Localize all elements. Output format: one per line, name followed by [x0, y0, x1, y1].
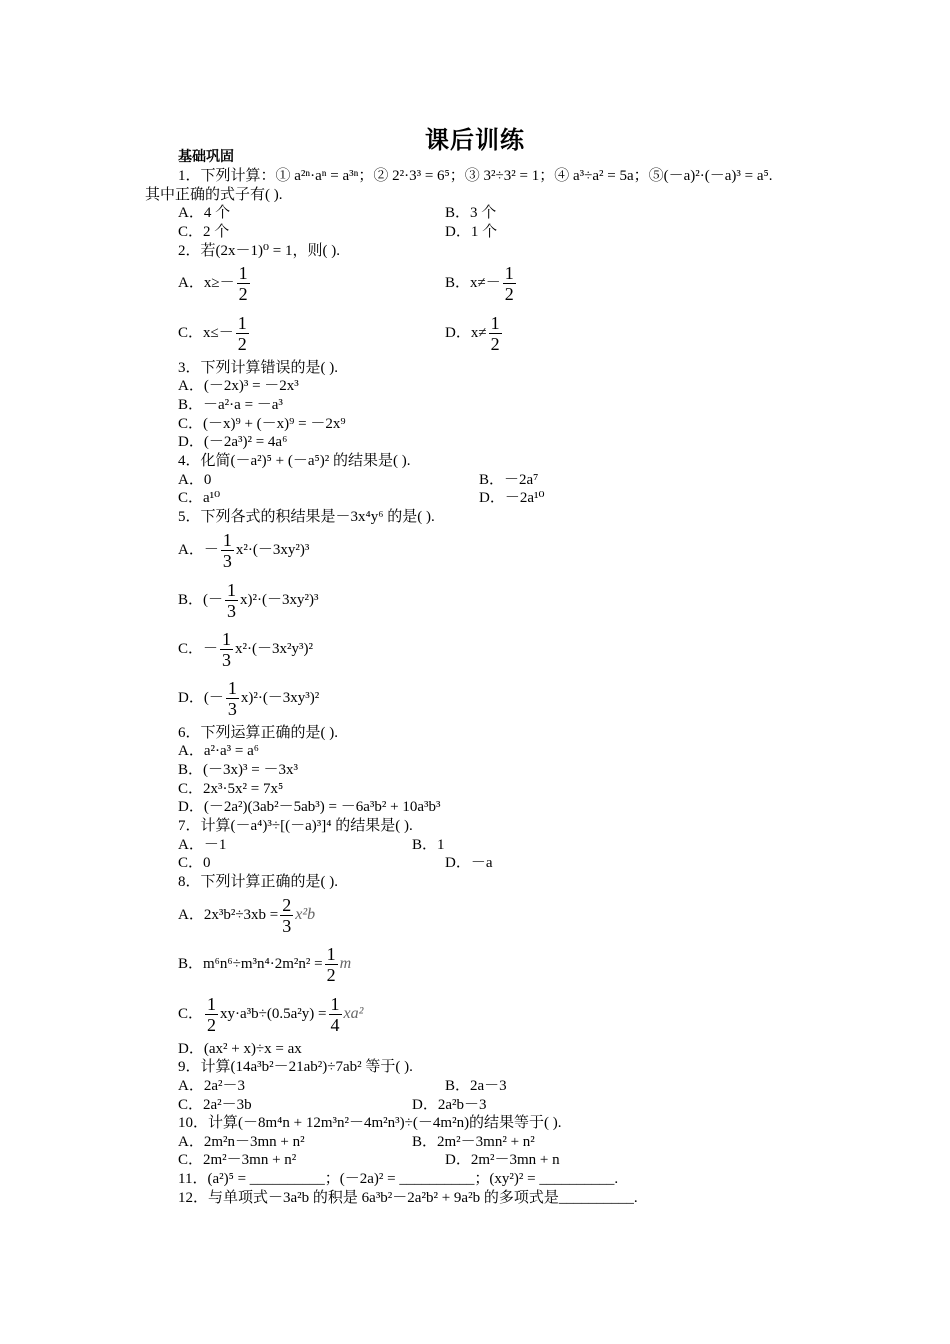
q9-option-c: C．2a²－3b: [178, 1097, 252, 1113]
fraction: $\frac{1}{2}$: [504, 263, 514, 305]
q6-option-b: B．(－3x)³ = －3x³: [178, 762, 298, 778]
q8-stem: 8．下列计算正确的是( ).: [178, 874, 338, 890]
q4-stem: 4．化简(－a²)⁵ + (－a⁵)² 的结果是( ).: [178, 453, 411, 469]
q10-option-c: C．2m²－3mn + n²: [178, 1152, 297, 1168]
fraction: $\frac{2}{3}$: [282, 895, 292, 937]
q1-option-b: B．3 个: [445, 205, 497, 221]
q9-option-a: A．2a²－3: [178, 1078, 245, 1094]
q10-option-d: D．2m²－3mn + n: [445, 1152, 560, 1168]
q3-stem: 3．下列计算错误的是( ).: [178, 360, 338, 376]
fraction: $\frac{1}{3}$: [222, 530, 232, 572]
q4-option-a: A．0: [178, 472, 212, 488]
q9-option-b: B．2a－3: [445, 1078, 507, 1094]
q5-option-b: B．(－ $\frac{1}{3}$ x)²·(－3xy²)³: [178, 580, 319, 622]
q7-option-d: D．－a: [445, 855, 493, 871]
q2-option-c: C．x≤－ $\frac{1}{2}$: [178, 313, 247, 355]
q1-option-d: D．1 个: [445, 224, 498, 240]
fraction: $\frac{1}{3}$: [222, 629, 232, 671]
q7-stem: 7．计算(－a⁴)³÷[(－a)³]⁴ 的结果是( ).: [178, 818, 413, 834]
q5-option-a: A．－ $\frac{1}{3}$ x²·(－3xy²)³: [178, 530, 310, 572]
q4-option-d: D．－2a¹⁰: [479, 490, 545, 506]
q5-option-d: D．(－ $\frac{1}{3}$ x)²·(－3xy³)²: [178, 678, 320, 720]
q7-option-b: B．1: [412, 837, 445, 853]
q8-option-d: D．(ax² + x)÷x = ax: [178, 1041, 302, 1057]
q11-stem: 11．(a²)⁵ = __________；(－2a)² = __________；(xy²)² = __________.: [178, 1171, 619, 1187]
q1-stem: 1．下列计算：① a²ⁿ·aⁿ = a³ⁿ；② 2²·3³ = 6⁵；③ 3²÷3² = 1；④ a³÷a² = 5a；⑤(－a)²·(－a)³ = a⁵.: [178, 168, 773, 184]
q10-option-a: A．2m²n－3mn + n²: [178, 1134, 305, 1150]
q10-option-b: B．2m²－3mn² + n²: [412, 1134, 535, 1150]
q2-stem: 2．若(2x－1)⁰ = 1，则( ).: [178, 243, 340, 259]
q6-option-a: A．a²·a³ = a⁶: [178, 743, 259, 759]
q7-option-a: A．－1: [178, 837, 227, 853]
fraction: $\frac{1}{2}$: [238, 263, 248, 305]
q3-option-d: D．(－2a³)² = 4a⁶: [178, 434, 288, 450]
q6-option-c: C．2x³·5x² = 7x⁵: [178, 781, 284, 797]
q4-option-b: B．－2a⁷: [479, 472, 539, 488]
q10-stem: 10．计算(－8m⁴n + 12m³n²－4m²n³)÷(－4m²n)的结果等于( ).: [178, 1115, 562, 1131]
fraction: $\frac{1}{3}$: [227, 580, 237, 622]
q1-option-a: A．4 个: [178, 205, 231, 221]
q8-option-c: C． $\frac{1}{2}$ xy·a³b÷(0.5a²y) = $\frac{1}{4}$ xa²: [178, 994, 364, 1036]
q2-option-a: A．x≥－ $\frac{1}{2}$: [178, 263, 248, 305]
q2-option-d: D．x≠ $\frac{1}{2}$: [445, 313, 500, 355]
page-title: 课后训练: [425, 128, 525, 154]
q1-stem-cont: 其中正确的式子有( ).: [145, 187, 283, 203]
q3-option-c: C．(－x)⁹ + (－x)⁹ = －2x⁹: [178, 416, 346, 432]
q8-option-b: B．m⁶n⁶÷m³n⁴·2m²n² = $\frac{1}{2}$ m: [178, 944, 352, 986]
q12-stem: 12．与单项式－3a²b 的积是 6a³b²－2a²b² + 9a²b 的多项式是__________.: [178, 1190, 638, 1206]
fraction: $\frac{1}{3}$: [227, 678, 237, 720]
fraction: $\frac{1}{2}$: [490, 313, 500, 355]
q9-option-d: D．2a²b－3: [412, 1097, 487, 1113]
q1-option-c: C．2 个: [178, 224, 230, 240]
q5-option-c: C．－ $\frac{1}{3}$ x²·(－3x²y³)²: [178, 629, 313, 671]
q3-option-a: A．(－2x)³ = －2x³: [178, 378, 299, 394]
q5-stem: 5．下列各式的积结果是－3x⁴y⁶ 的是( ).: [178, 509, 435, 525]
fraction: $\frac{1}{2}$: [326, 944, 336, 986]
q8-option-a: A．2x³b²÷3xb = $\frac{2}{3}$ x²b: [178, 895, 316, 937]
fraction: $\frac{1}{4}$: [330, 994, 340, 1036]
q6-option-d: D．(－2a²)(3ab²－5ab³) = －6a³b² + 10a³b³: [178, 799, 441, 815]
q4-option-c: C．a¹⁰: [178, 490, 221, 506]
q7-option-c: C．0: [178, 855, 211, 871]
fraction: $\frac{1}{2}$: [237, 313, 247, 355]
q2-option-b: B．x≠－ $\frac{1}{2}$: [445, 263, 514, 305]
q6-stem: 6．下列运算正确的是( ).: [178, 725, 338, 741]
section-heading: 基础巩固: [178, 150, 234, 165]
q9-stem: 9．计算(14a³b²－21ab²)÷7ab² 等于( ).: [178, 1059, 413, 1075]
q3-option-b: B．－a²·a = －a³: [178, 397, 283, 413]
fraction: $\frac{1}{2}$: [207, 994, 217, 1036]
